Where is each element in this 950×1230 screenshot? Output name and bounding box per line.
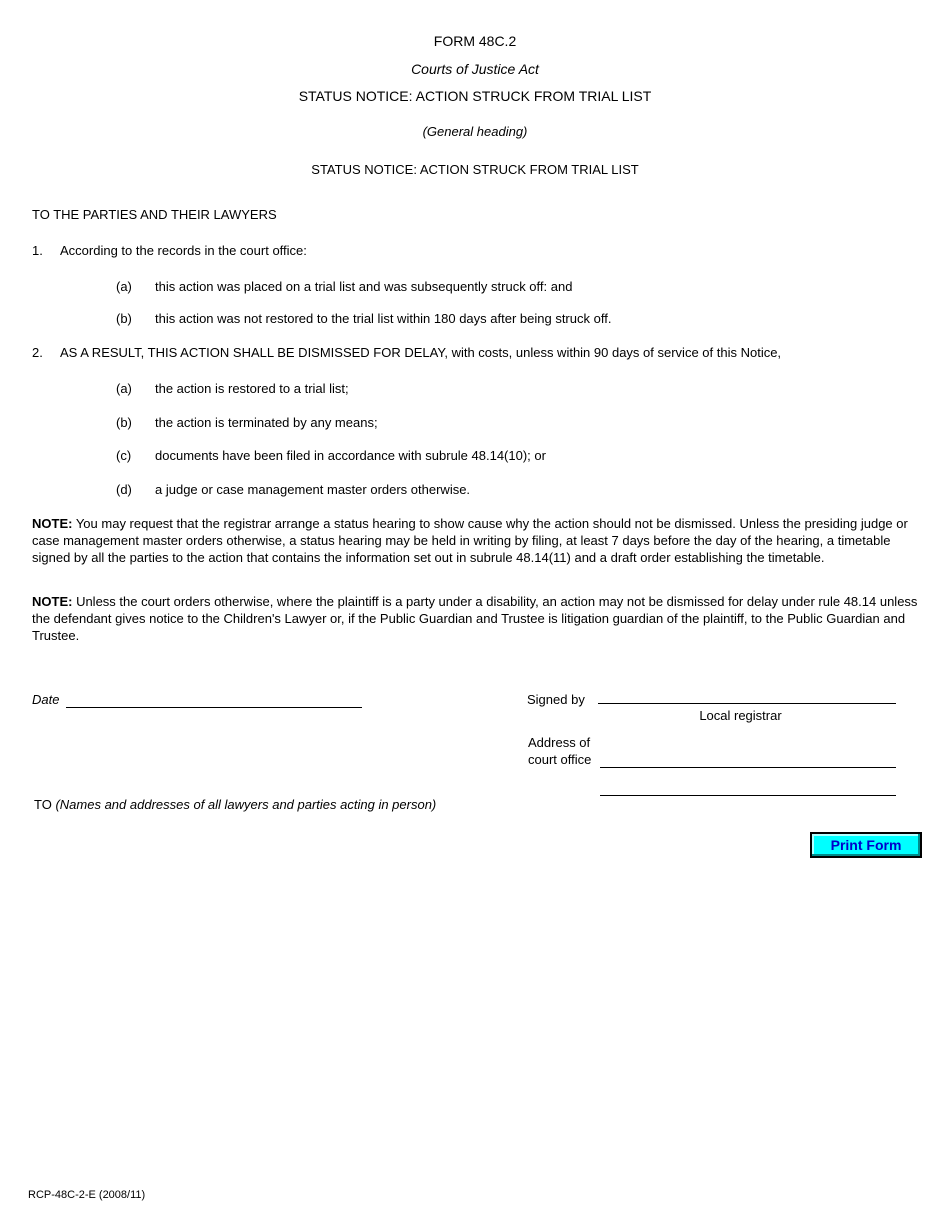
- item-label: (a): [116, 381, 132, 396]
- note-paragraph: [32, 515, 920, 566]
- general-heading: (General heading): [422, 124, 528, 139]
- signed-by-label: Signed by: [527, 692, 585, 707]
- form-number: FORM 48C.2: [433, 33, 517, 49]
- court-address-underline-1: [600, 767, 896, 768]
- to-section: [34, 797, 436, 812]
- court-address-field-2[interactable]: [600, 778, 896, 794]
- note-text: Unless the court orders otherwise, where the plaintiff is a party under a disability, an action may not be dismissed for delay under rule 48.14 unless the defendant gives notice to the Children's Lawyer or, if the Public Guardian and Trustee is litigation guardian of the plaintiff, to the Public Guardian and Trustee.: [32, 594, 918, 643]
- date-field[interactable]: [66, 690, 362, 706]
- note-label: NOTE:: [32, 594, 73, 609]
- signed-by-field[interactable]: [598, 686, 896, 702]
- note-label: NOTE:: [32, 516, 73, 531]
- item-text: a judge or case management master orders otherwise.: [155, 482, 471, 497]
- court-address-underline-2: [600, 795, 896, 796]
- item-label: (b): [116, 311, 132, 326]
- to-label: TO: [34, 797, 52, 812]
- signed-by-underline: [598, 703, 896, 704]
- date-underline: [66, 707, 362, 708]
- form-title: STATUS NOTICE: ACTION STRUCK FROM TRIAL LIST: [298, 88, 652, 104]
- addressee: TO THE PARTIES AND THEIR LAWYERS: [32, 207, 277, 222]
- form-code: RCP-48C-2-E (2008/11): [28, 1189, 146, 1201]
- note-paragraph: [32, 593, 920, 644]
- court-address-field-1[interactable]: [600, 750, 896, 766]
- act-name: Courts of Justice Act: [411, 61, 539, 77]
- item-text: the action is restored to a trial list;: [155, 381, 349, 396]
- to-instruction: (Names and addresses of all lawyers and parties acting in person): [55, 797, 437, 812]
- item-text: this action was placed on a trial list and was subsequently struck off: and: [155, 279, 573, 294]
- section-2-text: AS A RESULT, THIS ACTION SHALL BE DISMISSED FOR DELAY, with costs, unless within 90 days of service of this Notice,: [60, 345, 782, 360]
- section-2-number: 2.: [32, 345, 43, 360]
- item-text: the action is terminated by any means;: [155, 415, 378, 430]
- form-subtitle: STATUS NOTICE: ACTION STRUCK FROM TRIAL LIST: [311, 162, 639, 177]
- print-form-button[interactable]: Print Form: [810, 832, 922, 858]
- item-label: (c): [116, 448, 132, 463]
- section-1-number: 1.: [32, 243, 43, 258]
- address-label-line1: Address of: [528, 735, 591, 750]
- address-label-line2: court office: [528, 752, 592, 767]
- section-1-text: According to the records in the court office:: [60, 243, 307, 258]
- note-text: You may request that the registrar arrange a status hearing to show cause why the action should not be dismissed. Unless the presiding judge or case management master orders otherwise, a status hearing may be held in writing by filing, at least 7 days before the day of the hearing, a timetable signed by all the parties to the action that contains the information set out in subrule 48.14(11) and a draft order establishing the timetable.: [32, 516, 908, 565]
- item-text: this action was not restored to the trial list within 180 days after being struck off.: [155, 311, 612, 326]
- item-label: (a): [116, 279, 132, 294]
- local-registrar-caption: Local registrar: [699, 708, 782, 723]
- item-label: (b): [116, 415, 132, 430]
- item-text: documents have been filed in accordance with subrule 48.14(10); or: [155, 448, 546, 463]
- item-label: (d): [116, 482, 132, 497]
- date-label: Date: [32, 692, 60, 707]
